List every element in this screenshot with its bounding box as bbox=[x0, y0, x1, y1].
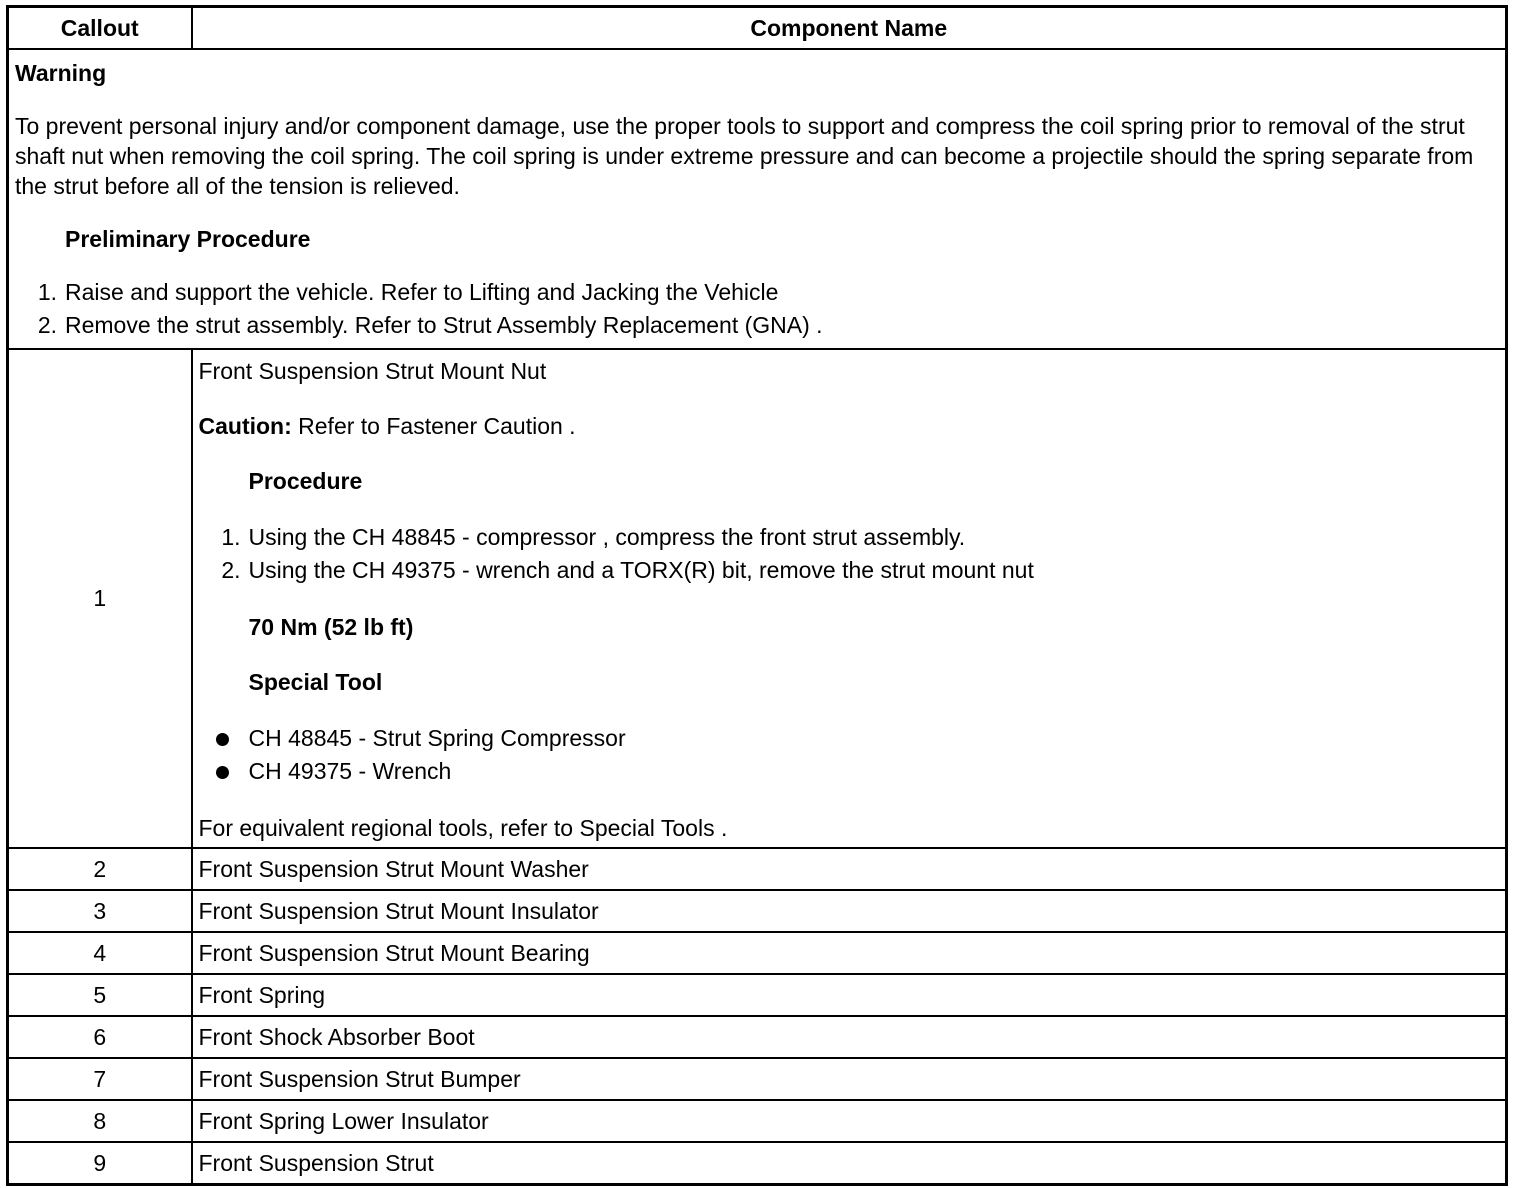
step-number: 2. bbox=[37, 312, 57, 338]
table-header-row bbox=[8, 7, 1507, 50]
step-text: Remove the strut assembly. Refer to Strut Assembly Replacement (GNA) . bbox=[65, 312, 823, 338]
special-tool-title: Special Tool bbox=[248, 669, 383, 695]
table-row bbox=[8, 932, 1507, 974]
table-row bbox=[8, 1100, 1507, 1142]
torque-spec: 70 Nm (52 lb ft) bbox=[248, 614, 414, 640]
callout-number: 8 bbox=[8, 1100, 192, 1142]
component-name: Front Suspension Strut bbox=[192, 1142, 1507, 1185]
preliminary-procedure-title: Preliminary Procedure bbox=[65, 226, 311, 252]
callout-number: 6 bbox=[8, 1016, 192, 1058]
preliminary-step bbox=[15, 276, 1497, 309]
procedure-steps bbox=[199, 521, 1500, 587]
table-row bbox=[8, 848, 1507, 890]
special-tool-item bbox=[199, 755, 1500, 788]
table-row bbox=[8, 1142, 1507, 1185]
step-text: Using the CH 49375 - wrench and a TORX(R) bit, remove the strut mount nut bbox=[248, 557, 1034, 583]
warning-body: To prevent personal injury and/or component damage, use the proper tools to support and compress the coil spring prior to removal of the strut shaft nut when removing the coil spring. The coil spring is under extreme pressure and can become a projectile should the spring separate from the strut before all of the tension is relieved. bbox=[15, 113, 1474, 199]
preliminary-step bbox=[15, 309, 1497, 342]
warning-row bbox=[8, 49, 1507, 349]
component-name: Front Spring Lower Insulator bbox=[192, 1100, 1507, 1142]
callout-number: 9 bbox=[8, 1142, 192, 1185]
step-number: 2. bbox=[221, 557, 241, 583]
step-text: Using the CH 48845 - compressor , compress the front strut assembly. bbox=[248, 524, 966, 550]
caution-line bbox=[199, 411, 1500, 441]
table-row bbox=[8, 1016, 1507, 1058]
table-row bbox=[8, 890, 1507, 932]
special-tool-text: CH 48845 - Strut Spring Compressor bbox=[248, 725, 626, 751]
table-row bbox=[8, 1058, 1507, 1100]
component-name: Front Suspension Strut Mount Bearing bbox=[192, 932, 1507, 974]
procedure-step bbox=[199, 521, 1500, 554]
step-text: Raise and support the vehicle. Refer to Lifting and Jacking the Vehicle bbox=[65, 279, 779, 305]
component-name: Front Shock Absorber Boot bbox=[192, 1016, 1507, 1058]
table-row bbox=[8, 974, 1507, 1016]
table-row-callout-1 bbox=[8, 349, 1507, 848]
procedure-title: Procedure bbox=[248, 468, 363, 494]
component-name: Front Suspension Strut Mount Washer bbox=[192, 848, 1507, 890]
callout-number: 7 bbox=[8, 1058, 192, 1100]
callout-number: 3 bbox=[8, 890, 192, 932]
callout-number: 2 bbox=[8, 848, 192, 890]
callout-number: 4 bbox=[8, 932, 192, 974]
component-table bbox=[6, 5, 1508, 1186]
preliminary-steps bbox=[15, 276, 1497, 342]
component-name: Front Suspension Strut Bumper bbox=[192, 1058, 1507, 1100]
callout-number: 1 bbox=[8, 349, 192, 848]
step-number: 1. bbox=[37, 279, 57, 305]
item1-detail-cell bbox=[192, 349, 1507, 848]
bullet-icon bbox=[216, 733, 229, 746]
procedure-step bbox=[199, 554, 1500, 587]
step-number: 1. bbox=[221, 524, 241, 550]
warning-cell bbox=[8, 49, 1507, 349]
callout-number: 5 bbox=[8, 974, 192, 1016]
caution-label: Caution: bbox=[198, 413, 292, 439]
regional-tools-note: For equivalent regional tools, refer to Special Tools . bbox=[198, 815, 728, 841]
bullet-icon bbox=[216, 766, 229, 779]
header-callout: Callout bbox=[8, 7, 192, 50]
caution-text: Refer to Fastener Caution . bbox=[291, 413, 576, 439]
item1-component-name: Front Suspension Strut Mount Nut bbox=[198, 358, 547, 384]
warning-title: Warning bbox=[15, 60, 107, 86]
special-tool-list bbox=[199, 722, 1500, 788]
header-component-name: Component Name bbox=[192, 7, 1507, 50]
special-tool-text: CH 49375 - Wrench bbox=[248, 758, 452, 784]
special-tool-item bbox=[199, 722, 1500, 755]
component-name: Front Suspension Strut Mount Insulator bbox=[192, 890, 1507, 932]
component-name: Front Spring bbox=[192, 974, 1507, 1016]
